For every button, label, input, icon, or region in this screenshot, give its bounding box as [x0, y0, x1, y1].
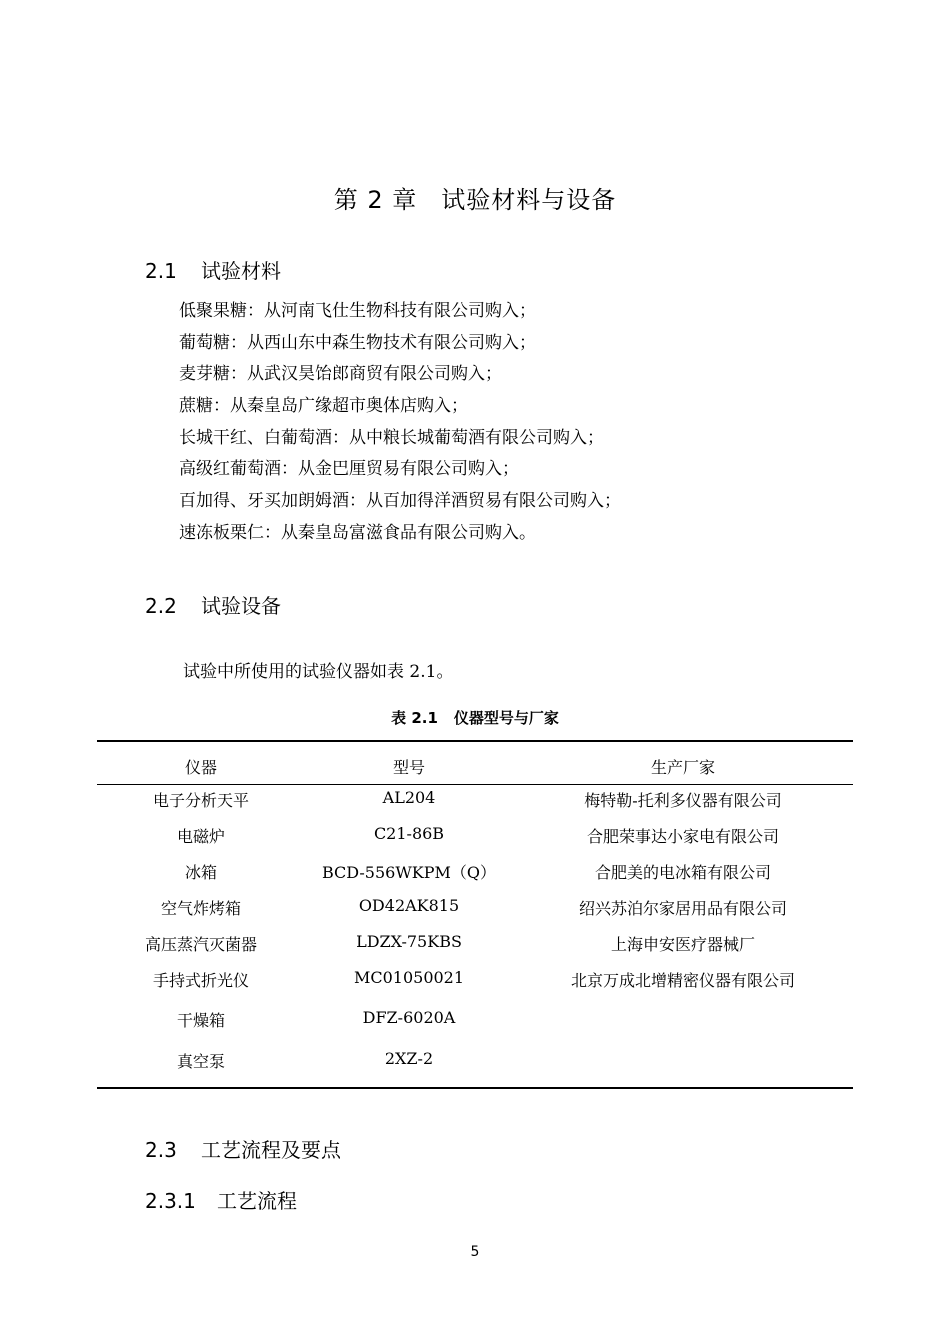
table-row: [97, 891, 853, 927]
column-header-model: 型号: [392, 758, 425, 777]
cell-instrument: 冰箱: [184, 863, 217, 882]
table-caption-number: 表 2.1: [391, 709, 438, 727]
cell-instrument: 真空泵: [176, 1052, 225, 1071]
cell-instrument: 干燥箱: [176, 1011, 225, 1030]
chapter-title: [0, 180, 950, 215]
materials-list: [179, 296, 621, 550]
list-item: 葡萄糖：从西山东中森生物技术有限公司购入；: [179, 332, 536, 353]
table-top-rule: [97, 740, 853, 742]
table-header-row: [97, 750, 853, 783]
section-heading-2-1: [145, 255, 281, 284]
cell-model: BCD-556WKPM（Q）: [321, 863, 497, 882]
subsection-number: 2.3.1: [145, 1189, 196, 1213]
column-header-manufacturer: 生产厂家: [650, 758, 715, 777]
section-heading-2-2: [145, 590, 281, 619]
instrument-table: [97, 750, 853, 1081]
table-row: [97, 855, 853, 891]
section-number: 2.2: [145, 594, 177, 618]
cell-model: MC01050021: [353, 968, 465, 987]
list-item: 蔗糖：从秦皇岛广缘超市奥体店购入；: [179, 396, 468, 417]
table-caption: [0, 707, 950, 728]
table-row: [97, 963, 853, 999]
cell-manufacturer: 合肥荣事达小家电有限公司: [586, 827, 779, 846]
table-bottom-rule: [97, 1087, 853, 1089]
list-item: 长城干红、白葡萄酒：从中粮长城葡萄酒有限公司购入；: [179, 427, 604, 448]
section-number: 2.3: [145, 1138, 177, 1162]
cell-model: OD42AK815: [358, 896, 460, 915]
table-row: [97, 1040, 853, 1081]
cell-instrument: 手持式折光仪: [152, 971, 249, 990]
cell-manufacturer: [513, 999, 853, 1040]
cell-instrument: 空气炸烤箱: [160, 899, 241, 918]
section-heading-2-3: [145, 1134, 341, 1163]
cell-manufacturer: 上海申安医疗器械厂: [610, 935, 755, 954]
cell-manufacturer: 合肥美的电冰箱有限公司: [594, 863, 771, 882]
column-header-instrument: 仪器: [184, 758, 217, 777]
cell-model: 2XZ-2: [384, 1049, 434, 1068]
cell-manufacturer: 绍兴苏泊尔家居用品有限公司: [578, 899, 787, 918]
list-item: 百加得、牙买加朗姆酒：从百加得洋酒贸易有限公司购入；: [179, 491, 621, 512]
section-title: 试验设备: [201, 594, 281, 618]
section-title: 工艺流程及要点: [201, 1138, 341, 1162]
chapter-number: 第 2 章: [333, 186, 418, 214]
cell-model: LDZX-75KBS: [356, 932, 462, 951]
table-caption-title: 仪器型号与厂家: [453, 709, 559, 727]
cell-manufacturer: 北京万成北增精密仪器有限公司: [570, 971, 795, 990]
section-number: 2.1: [145, 259, 177, 283]
table-row: [97, 819, 853, 855]
section-title: 试验材料: [201, 259, 281, 283]
cell-manufacturer: 梅特勒-托利多仪器有限公司: [584, 791, 782, 810]
cell-instrument: 电磁炉: [176, 827, 225, 846]
page-number: 5: [470, 1244, 480, 1260]
table-row: [97, 927, 853, 963]
cell-model: C21-86B: [373, 824, 445, 843]
list-item: 麦芽糖：从武汉昊饴郎商贸有限公司购入；: [179, 364, 502, 385]
list-item: 速冻板栗仁：从秦皇岛富滋食品有限公司购入。: [179, 522, 536, 543]
cell-instrument: 电子分析天平: [152, 791, 249, 810]
cell-instrument: 高压蒸汽灭菌器: [144, 935, 257, 954]
chapter-name: 试验材料与设备: [441, 186, 617, 214]
cell-model: AL204: [382, 788, 436, 807]
list-item: 高级红葡萄酒：从金巴厘贸易有限公司购入；: [179, 459, 519, 480]
subsection-heading-2-3-1: [145, 1185, 297, 1214]
cell-model: DFZ-6020A: [362, 1008, 456, 1027]
list-item: 低聚果糖：从河南飞仕生物科技有限公司购入；: [179, 301, 536, 321]
cell-manufacturer: [513, 1040, 853, 1081]
table-row: [97, 783, 853, 819]
subsection-title: 工艺流程: [217, 1189, 297, 1213]
intro-paragraph: 试验中所使用的试验仪器如表 2.1。: [183, 662, 454, 682]
table-row: [97, 999, 853, 1040]
